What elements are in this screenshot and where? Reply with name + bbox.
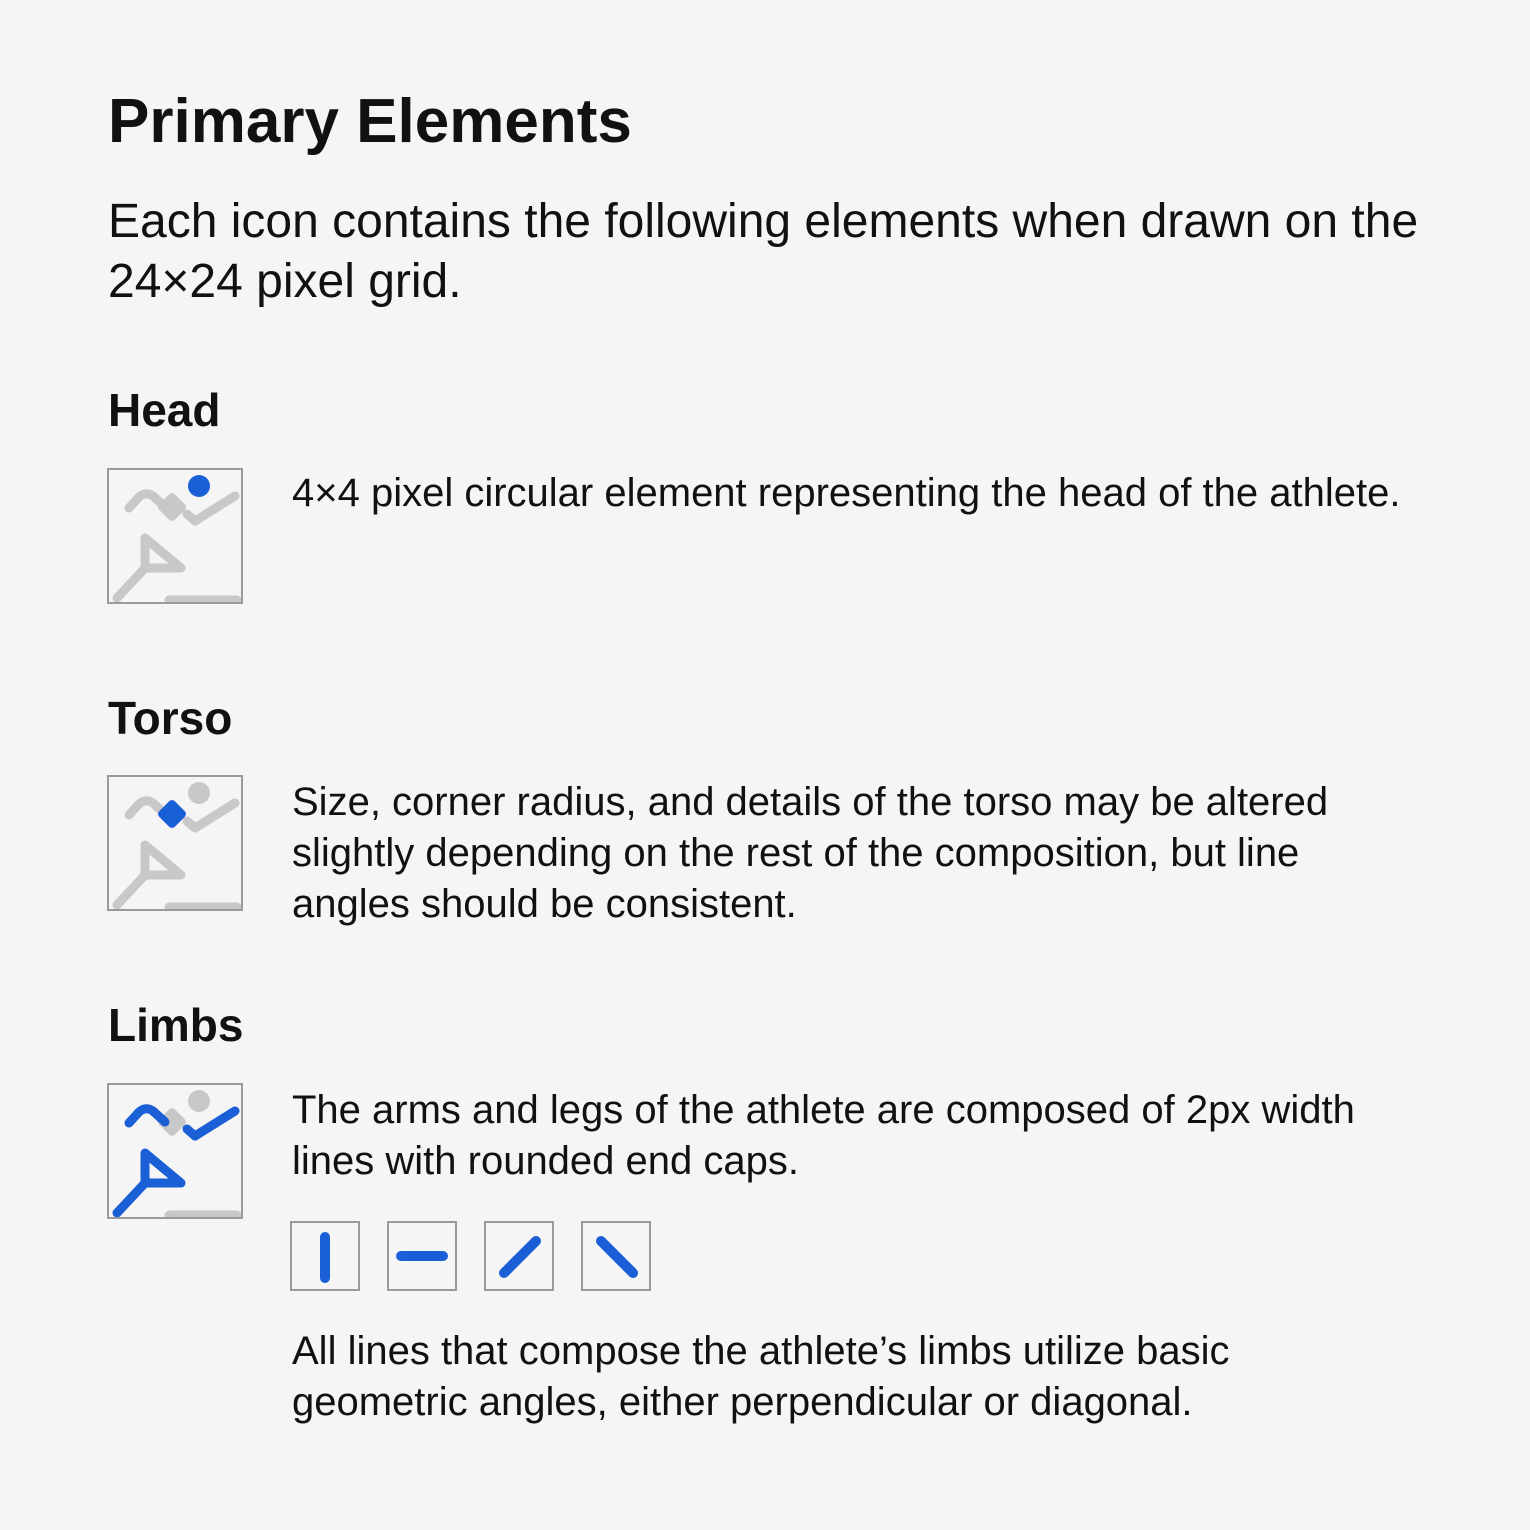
section-title-limbs: Limbs xyxy=(108,999,244,1051)
section-title-head: Head xyxy=(108,384,221,436)
section-desc-head: 4×4 pixel circular element representing the head of the athlete. xyxy=(292,471,1401,515)
diagonal-up-line-icon xyxy=(484,1221,554,1291)
limbs-angle-note: All lines that compose the athlete’s limbs utilize basic geometric angles, either perpendicular or diagonal. xyxy=(292,1329,1230,1424)
athlete-torso-highlight-icon xyxy=(107,775,243,911)
vertical-line-icon xyxy=(290,1221,360,1291)
page-title: Primary Elements xyxy=(108,87,632,156)
athlete-head-highlight-icon xyxy=(107,468,243,604)
horizontal-line-icon xyxy=(387,1221,457,1291)
athlete-limbs-highlight-icon xyxy=(107,1083,243,1219)
section-title-torso: Torso xyxy=(108,692,233,744)
section-desc-limbs: The arms and legs of the athlete are composed of 2px width lines with rounded end caps. xyxy=(292,1088,1355,1183)
intro-text: Each icon contains the following elements when drawn on the 24×24 pixel grid. xyxy=(108,195,1419,308)
diagonal-down-line-icon xyxy=(581,1221,651,1291)
section-desc-torso: Size, corner radius, and details of the torso may be altered slightly depending on the rest of the composition, but line angles should be consistent. xyxy=(292,780,1329,926)
